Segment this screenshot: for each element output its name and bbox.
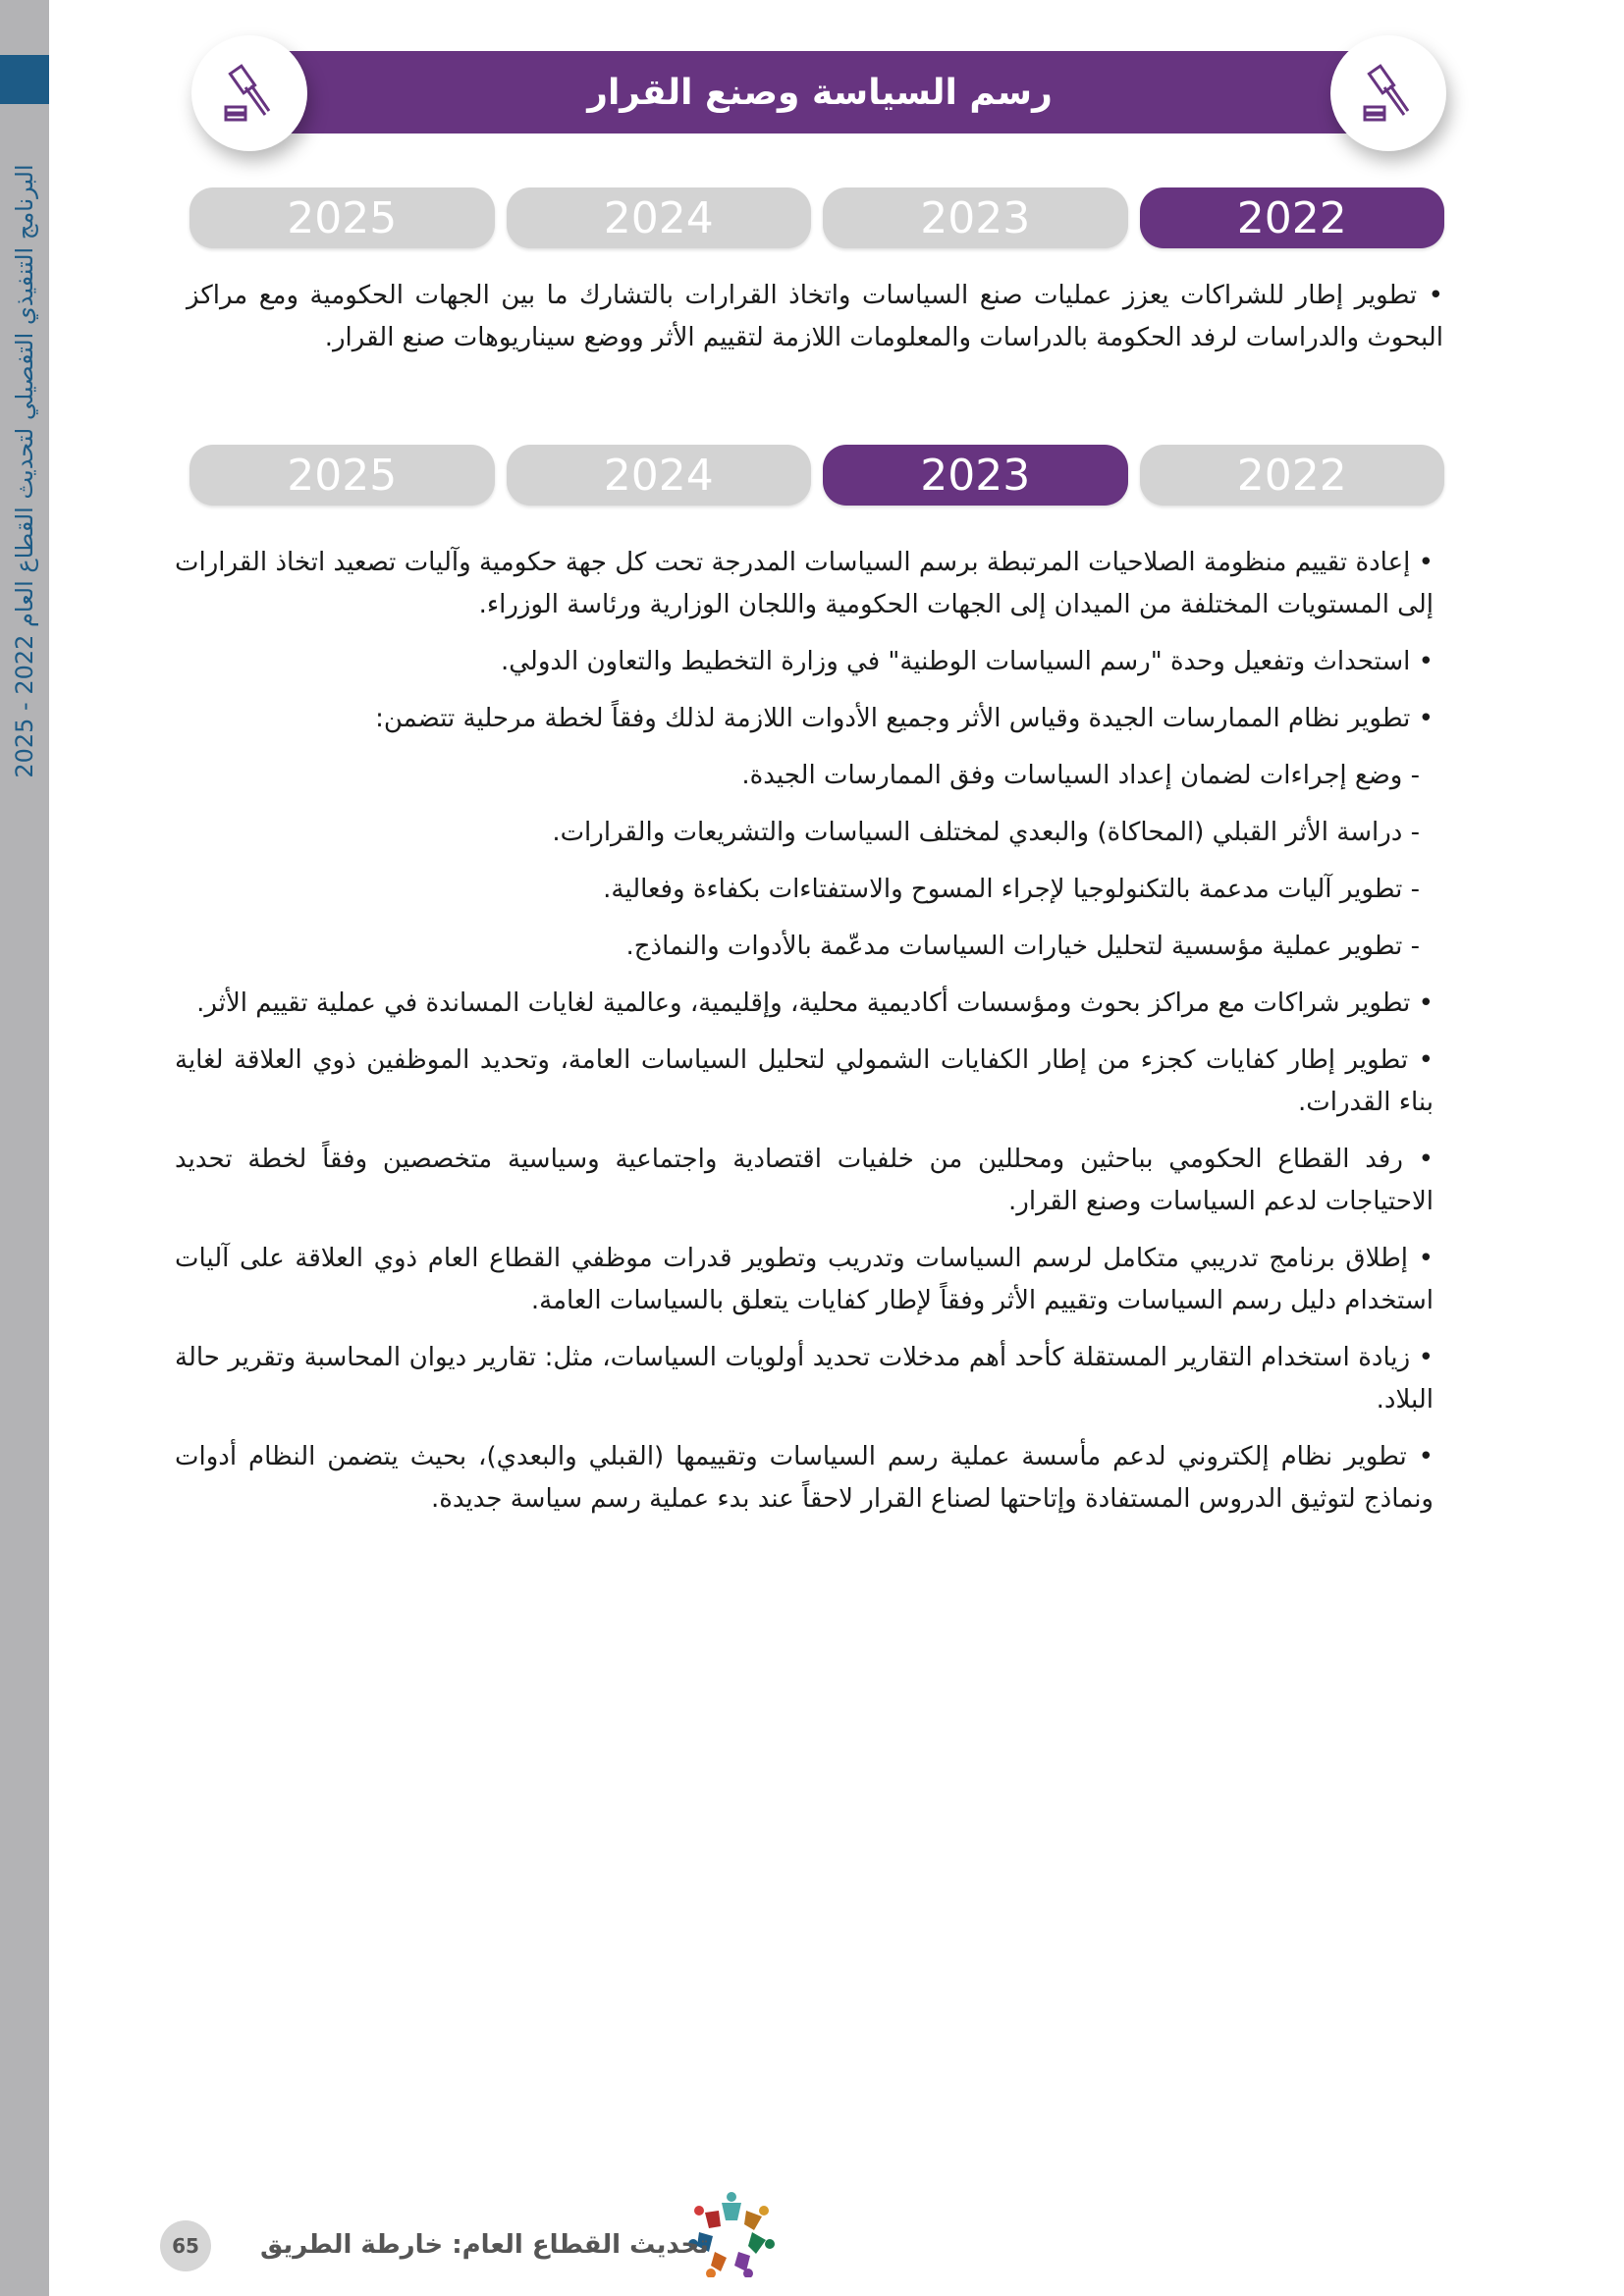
sub-item: - وضع إجراءات لضمان إعداد السياسات وفق الممارسات الجيدة. — [741, 761, 1420, 790]
sidebar-accent — [0, 55, 49, 104]
list-item: • تطوير إطار للشراكات يعزز عمليات صنع السياسات واتخاذ القرارات بالتشارك ما بين الجهات الحكومية ومع مراكز البحوث والدراسات لرفد الحكومة بالدراسات والمعلومات اللازمة لتقييم الأثر ووضع سيناريوهات صنع القرار. — [187, 281, 1443, 352]
gavel-icon — [191, 35, 307, 151]
gavel-icon — [1330, 35, 1446, 151]
sub-item: - تطوير آليات مدعمة بالتكنولوجيا لإجراء المسوح والاستفتاءات بكفاءة وفعالية. — [603, 875, 1420, 904]
sidebar-vertical-title: البرنامج التنفيذي التفصيلي لتحديث القطاع العام 2022 - 2025 — [11, 164, 38, 778]
list-item: • تطوير نظام إلكتروني لدعم مأسسة عملية رسم السياسات وتقييمها (القبلي والبعدي)، بحيث يتضمن النظام أدوات ونماذج لتوثيق الدروس المستفادة وإتاحتها لصناع القرار لاحقاً عند بدء عملية رسم سياسة جديدة. — [175, 1442, 1434, 1514]
section-2023 — [175, 542, 1434, 1535]
list-item: • زيادة استخدام التقارير المستقلة كأحد أهم مدخلات تحديد أولويات السياسات، مثل: تقارير ديوان المحاسبة وتقرير حالة البلاد. — [175, 1343, 1434, 1415]
section-2022 — [187, 275, 1443, 374]
sidebar — [0, 0, 49, 2296]
tab-2022[interactable]: 2022 — [1140, 187, 1445, 248]
year-tabs-2 — [189, 445, 1444, 506]
tab-2022[interactable]: 2022 — [1140, 445, 1445, 506]
list-item: • استحداث وتفعيل وحدة "رسم السياسات الوطنية" في وزارة التخطيط والتعاون الدولي. — [500, 647, 1434, 676]
list-item: • رفد القطاع الحكومي بباحثين ومحللين من خلفيات اقتصادية واجتماعية وسياسية متخصصين وفقاً لخطة تحديد الاحتياجات لدعم السياسات وصنع القرار. — [175, 1145, 1434, 1216]
tab-2024[interactable]: 2024 — [507, 445, 812, 506]
tab-2025[interactable]: 2025 — [189, 187, 495, 248]
tab-2023[interactable]: 2023 — [823, 445, 1128, 506]
sub-item: - تطوير عملية مؤسسية لتحليل خيارات السياسات مدعّمة بالأدوات والنماذج. — [625, 932, 1420, 961]
sub-item: - دراسة الأثر القبلي (المحاكاة) والبعدي لمختلف السياسات والتشريعات والقرارات. — [552, 818, 1420, 847]
footer-title: تحديث القطاع العام: خارطة الطريق — [260, 2230, 709, 2260]
page-number: 65 — [160, 2220, 211, 2271]
list-item: • تطوير نظام الممارسات الجيدة وقياس الأثر وجميع الأدوات اللازمة لذلك وفقاً لخطة مرحلية تتضمن: — [375, 704, 1434, 733]
tab-2023[interactable]: 2023 — [823, 187, 1128, 248]
list-item: • تطوير إطار كفايات كجزء من إطار الكفايات الشمولي لتحليل السياسات العامة، وتحديد الموظفين ذوي العلاقة لغاية بناء القدرات. — [175, 1045, 1434, 1117]
list-item: • تطوير شراكات مع مراكز بحوث ومؤسسات أكاديمية محلية، وإقليمية، وعالمية لغايات المساندة في عملية تقييم الأثر. — [196, 988, 1434, 1018]
list-item: • إعادة تقييم منظومة الصلاحيات المرتبطة برسم السياسات المدرجة تحت كل جهة حكومية وآليات تصعيد اتخاذ القرارات إلى المستويات المختلفة من الميدان إلى الجهات الحكومية واللجان الوزارية ورئاسة الوزراء. — [175, 548, 1434, 619]
year-tabs-1 — [189, 187, 1444, 248]
tab-2025[interactable]: 2025 — [189, 445, 495, 506]
page-title: رسم السياسة وصنع القرار — [255, 51, 1384, 133]
list-item: • إطلاق برنامج تدريبي متكامل لرسم السياسات وتدريب وتطوير قدرات موظفي القطاع العام ذوي العلاقة على آليات استخدام دليل رسم السياسات وتقييم الأثر وفقاً لإطار كفايات يتعلق بالسياسات العامة. — [175, 1244, 1434, 1315]
tab-2024[interactable]: 2024 — [507, 187, 812, 248]
